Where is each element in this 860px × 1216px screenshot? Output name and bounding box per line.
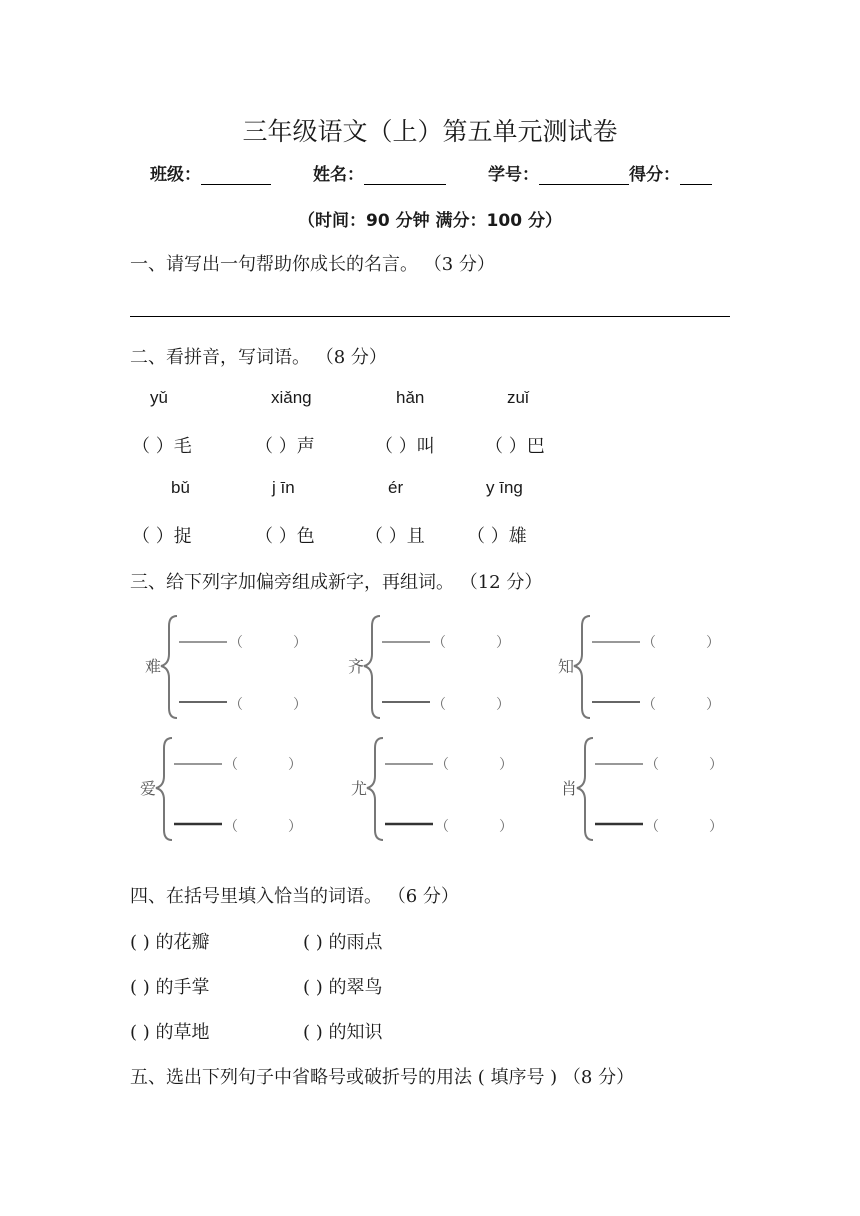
brace-icon <box>145 614 345 724</box>
class-label: 班级： <box>150 165 201 185</box>
question-3: 三、给下列字加偏旁组成新字，再组词。 （12 分） <box>130 572 543 593</box>
paren-close: ） <box>709 819 723 835</box>
word-blank[interactable]: （ ）捉 <box>132 526 192 547</box>
word-blank[interactable]: （ ）叫 <box>375 436 435 457</box>
class-field <box>150 160 271 185</box>
paren-close: ） <box>709 757 723 773</box>
fill-blank[interactable]: ( ) 的雨点 <box>303 932 383 953</box>
brace-icon <box>351 736 551 846</box>
number-label: 学号： <box>488 165 539 185</box>
paren-open: （ <box>224 819 238 835</box>
base-character: 尤 <box>351 779 368 798</box>
base-character: 难 <box>145 657 162 676</box>
word-blank[interactable]: （ ）毛 <box>132 436 192 457</box>
question-4: 四、在括号里填入恰当的词语。 （6 分） <box>130 886 459 907</box>
paren-close: ） <box>288 819 302 835</box>
brace-icon <box>140 736 340 846</box>
paren-open: （ <box>432 635 446 651</box>
word-blank[interactable]: （ ）雄 <box>467 526 527 547</box>
fill-blank[interactable]: ( ) 的翠鸟 <box>303 977 383 998</box>
paren-open: （ <box>642 697 656 713</box>
number-blank[interactable] <box>539 166 629 185</box>
radical-box <box>351 736 551 846</box>
word-blank[interactable]: （ ）巴 <box>485 436 545 457</box>
word-blank[interactable]: （ ）色 <box>255 526 315 547</box>
pinyin: ér <box>388 478 404 497</box>
brace-icon <box>558 614 758 724</box>
brace-icon <box>561 736 761 846</box>
name-label: 姓名： <box>313 165 364 185</box>
paren-close: ） <box>499 819 513 835</box>
name-field <box>313 160 446 185</box>
radical-box <box>140 736 340 846</box>
paren-open: （ <box>229 635 243 651</box>
fill-blank[interactable]: ( ) 的草地 <box>130 1022 210 1043</box>
paren-close: ） <box>499 757 513 773</box>
question-1: 一、请写出一句帮助你成长的名言。 （3 分） <box>130 254 495 275</box>
base-character: 爱 <box>140 779 157 798</box>
radical-box <box>348 614 548 724</box>
paren-open: （ <box>645 757 659 773</box>
word-blank[interactable]: （ ）且 <box>365 526 425 547</box>
base-character: 齐 <box>348 657 365 676</box>
pinyin: hǎn <box>396 388 425 407</box>
pinyin: xiǎng <box>271 388 312 407</box>
paren-close: ） <box>293 697 307 713</box>
brace-icon <box>348 614 548 724</box>
paren-close: ） <box>293 635 307 651</box>
paren-close: ） <box>706 635 720 651</box>
paren-open: （ <box>435 819 449 835</box>
radical-box <box>558 614 758 724</box>
answer-line-1[interactable] <box>130 316 730 317</box>
paren-open: （ <box>229 697 243 713</box>
pinyin: y īng <box>486 478 523 497</box>
pinyin: bǔ <box>171 478 190 497</box>
number-field <box>488 160 712 185</box>
paren-open: （ <box>645 819 659 835</box>
radical-box <box>561 736 761 846</box>
pinyin: zuǐ <box>507 388 529 407</box>
pinyin: yǔ <box>150 388 168 407</box>
question-5: 五、选出下列句子中省略号或破折号的用法 ( 填序号 ) （8 分） <box>130 1067 635 1088</box>
fill-blank[interactable]: ( ) 的手掌 <box>130 977 210 998</box>
paren-close: ） <box>496 635 510 651</box>
fill-blank[interactable]: ( ) 的花瓣 <box>130 932 210 953</box>
radical-box <box>145 614 345 724</box>
class-blank[interactable] <box>201 166 271 185</box>
score-blank[interactable] <box>680 166 712 185</box>
paren-open: （ <box>642 635 656 651</box>
paren-close: ） <box>496 697 510 713</box>
paren-open: （ <box>224 757 238 773</box>
score-label: 得分： <box>629 165 680 185</box>
time-info: （时间：90 分钟 满分：100 分） <box>298 211 562 231</box>
name-blank[interactable] <box>364 166 446 185</box>
base-character: 知 <box>558 657 575 676</box>
paren-close: ） <box>706 697 720 713</box>
paren-close: ） <box>288 757 302 773</box>
paren-open: （ <box>435 757 449 773</box>
page-title: 三年级语文（上）第五单元测试卷 <box>242 117 618 146</box>
fill-blank[interactable]: ( ) 的知识 <box>303 1022 383 1043</box>
word-blank[interactable]: （ ）声 <box>255 436 315 457</box>
question-2: 二、看拼音，写词语。 （8 分） <box>130 347 387 368</box>
paren-open: （ <box>432 697 446 713</box>
pinyin: j īn <box>272 478 295 497</box>
base-character: 肖 <box>561 779 578 798</box>
